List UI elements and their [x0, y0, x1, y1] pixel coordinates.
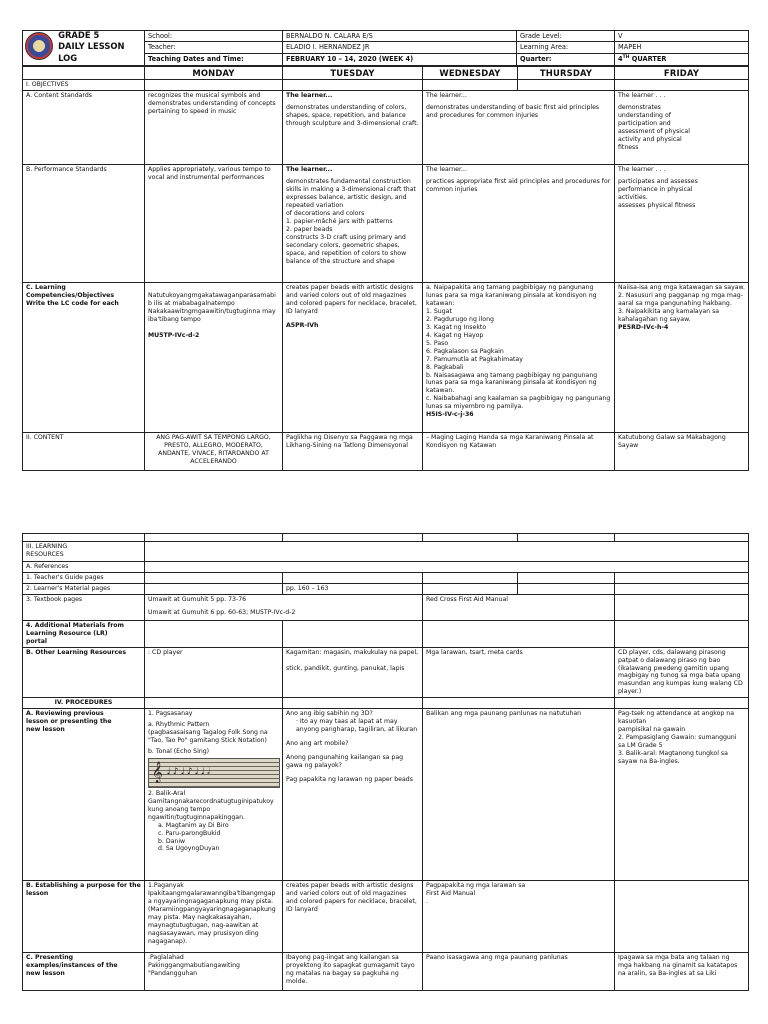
dates-value: FEBRUARY 10 – 14, 2020 (WEEK 4)	[283, 53, 517, 65]
other-resources-wed: Mga larawan, tsart, meta cards	[423, 647, 615, 698]
day-header-blank	[23, 66, 145, 80]
performance-standards-mon: Applies appropriately, various tempo to vocal and instrumental performances	[145, 165, 283, 283]
textbook-label: 3. Textbook pages	[23, 594, 145, 620]
day-thursday: THURSDAY	[518, 66, 615, 80]
doc-type-title: DAILY LESSON LOG	[58, 41, 125, 63]
lesson-log-page-2	[22, 533, 748, 991]
examples-tue: Ibayong pag-iingat ang kailangan sa proyektong ito sapagkat gumagamit tayo ng matalas na bagay sa pagkuha ng molde.	[283, 953, 423, 991]
tg-pages-label: 1. Teacher's Guide pages	[23, 572, 145, 583]
header-logo-title-cell	[23, 31, 145, 66]
day-monday: MONDAY	[145, 66, 283, 80]
competencies-mon: Natutukoyangmgakatawaganparasamabib ilis at mababagalnatempo Nakakaawitngmgaawitin/tugtuginna may iba'tibang tempo MU5TP-IVc-d-2	[145, 283, 283, 433]
textbook-mon: Umawit at Gumuhit 5 pp. 73-76 Umawit at Gumuhit 6 pp. 60-63; MU5TP-IVc-d-2	[145, 594, 423, 620]
competencies-fri: Naiisa-isa ang mga katawagan sa sayaw. 2. Nasusuri ang pagganap ng mga mag-aaral sa mga pangunahing hakbang. 3. Naipakikita ang kamalayan sa kahalagahan ng sayaw. PE5RD-IVc-h-4	[615, 283, 749, 433]
examples-label: C. Presenting examples/instances of the new lesson	[23, 953, 145, 991]
content-standards-tue: The learner... demonstrates understanding of colors, shapes, space, repetition, and balance through sculpture and 3-dimensional craft.	[283, 91, 423, 165]
examples-fri: Ipagawa sa mga bata ang talaan ng mga hakbang na ginamit sa katatapos na aralin, sa Ba-ingles at sa Liki	[615, 953, 749, 991]
examples-wed: Paano isasagawa ang mga paunang panlunas	[423, 953, 615, 991]
content-standards-label: A. Content Standards	[23, 91, 145, 165]
content-standards-fri: The learner . . . demonstrates understanding of participation and assessment of physical activity and physical fitness	[615, 91, 749, 165]
content-mon: ANG PAG-AWIT SA TEMPONG LARGO, PRESTO, ALLEGRO, MODERATO, ANDANTE, VIVACE, RITARDANDO AT ACCELERANDO	[145, 433, 283, 471]
review-mon: 1. Pagsasanay a. Rhythmic Pattern (pagbasasaisang Tagalog Folk Song na "Tao, Tao Po" gamitang Stick Notation) b. Tonal (Echo Sing) 𝄞 ♩♪♩♪♩♩𝅗𝅥 2. Balik-Aral Gamitangnakarecordnatugtuginipatukoy kung anoang tempo ngawitin/tugtuginnapakinggan. a. Magtanim ay Di Biro c. Paru-parongBukid b. Daniw d. Sa UgoyngDuyan	[145, 709, 283, 881]
day-wednesday: WEDNESDAY	[423, 66, 518, 80]
competencies-wed: a. Naipapakita ang tamang pagbibigay ng pangunang lunas para sa mga karaniwang pinsala at kondisyon ng katawan: 1. Sugat 2. Pagdurugo ng ilong 3. Kagat ng Insekto 4. Kagat ng Hayop 5. Paso 6. Pagkalason sa Pagkain 7. Pamumutla at Pagkahimatay 8. Pagkabali b. Naisasagawa ang tamang pagbibigay ng pangunang lunas para sa mga karaniwang pinsala at kondisyon ng katawan. c. Naibabahagi ang kaalaman sa pagbibigay ng pangunang lunas sa miyembro ng pamilya. H5IS-IV-c-j-36	[423, 283, 615, 433]
grade-title: GRADE 5	[58, 30, 100, 40]
purpose-wed: Pagpapakita ng mga larawan sa First Aid Manual .	[423, 881, 615, 953]
references-label: A. References	[23, 562, 145, 573]
grade-level-value: V	[615, 31, 749, 42]
quarter-value: 4TH QUARTER	[615, 53, 749, 65]
content-standards-wed: The learner... demonstrates understanding of basic first aid principles and procedures for common injuries	[423, 91, 615, 165]
resources-procedures-table	[22, 533, 749, 991]
content-tue: Paglikha ng Disenyo sa Paggawa ng mga Likhang-Sining na Tatlong Dimensyonal	[283, 433, 423, 471]
performance-standards-wed: The learner... practices appropriate first aid principles and procedures for common injuries	[423, 165, 615, 283]
school-label: School:	[145, 31, 283, 42]
lesson-log-page-1	[22, 30, 748, 471]
learning-area-label: Learning Area:	[517, 42, 615, 53]
music-staff-image: 𝄞 ♩♪♩♪♩♩𝅗𝅥	[148, 758, 280, 788]
purpose-label: B. Establishing a purpose for the lesson	[23, 881, 145, 953]
school-value: BERNALDO N. CALARA E/S	[283, 31, 517, 42]
lm-pages-tue: pp. 160 – 163	[283, 583, 423, 594]
competencies-label: C. Learning Competencies/Objectives Write the LC code for each	[23, 283, 145, 433]
content-label: II. CONTENT	[23, 433, 145, 471]
header-table	[22, 30, 749, 66]
content-standards-mon: recognizes the musical symbols and demonstrates understanding of concepts pertaining to speed in music	[145, 91, 283, 165]
examples-mon: .Paglalahad Pakinggangmabutiangawiting "Pandangguhan	[145, 953, 283, 991]
review-tue: Ano ang ibig sabihin ng 3D? · Ito ay may taas at lapat at may anyong pangharap, tagiliran, at likuran Ano ang art mobile? Anong pangunahing kailangan sa pag gawa ng palayok? Pag papakita ng larawan ng paper beads	[283, 709, 423, 881]
review-fri: Pag-tsek ng attendance at angkop na kasuotan pampisikal na gawain 2. Pampasiglang Gawain: sumangguni sa LM Grade 5 3. Balik-aral: Magtanong tungkol sa sayaw na Ba-ingles.	[615, 709, 749, 881]
quarter-label: Quarter:	[517, 53, 615, 65]
other-resources-fri: CD player, cds, dalawang pirasong patpat o dalawang piraso ng bao (ikalawang pwedeng gamitin upang magbigay ng tunog sa mga bata upang masundan ang kumpas kung walang CD player.)	[615, 647, 749, 698]
other-resources-tue: Kagamitan: magasin, makukulay na papel, stick, pandikit, gunting, panukat, lapis	[283, 647, 423, 698]
purpose-mon: 1.Paganyak Ipakitaangmgalarawanngiba'tibangmgapa ngyayaringnagaganapkung may pista. (Maramiingpangyayaringnagaganapkung may pista. May nagkakasayahan, maynagtutugtugan, nag-aawitan at nagsasayawan, may prusisyon ding nagaganap).	[145, 881, 283, 953]
performance-standards-label: B. Performance Standards	[23, 165, 145, 283]
competencies-wed-list: 1. Sugat 2. Pagdurugo ng ilong 3. Kagat ng Insekto 4. Kagat ng Hayop 5. Paso 6. Pagkalason sa Pagkain 7. Pamumutla at Pagkahimatay 8. Pagkabali	[426, 308, 523, 371]
objectives-label: I. OBJECTIVES	[23, 80, 145, 91]
review-label: A. Reviewing previous lesson or presenting the new lesson	[23, 709, 145, 881]
grade-level-label: Grade Level:	[517, 31, 615, 42]
learning-area-value: MAPEH	[615, 42, 749, 53]
additional-materials-label: 4. Additional Materials from Learning Resource (LR) portal	[23, 620, 145, 647]
other-resources-mon: : CD player	[145, 647, 283, 698]
dates-label: Teaching Dates and Time:	[145, 53, 283, 65]
day-tuesday: TUESDAY	[283, 66, 423, 80]
procedures-label: IV. PROCEDURES	[23, 698, 145, 709]
teacher-label: Teacher:	[145, 42, 283, 53]
content-wed: – Maging Laging Handa sa mga Karaniwang Pinsala at Kondisyon ng Katawan	[423, 433, 615, 471]
purpose-tue: creates paper beads with artistic designs and varied colors out of old magazines and colored papers for necklace, bracelet, ID lanyard	[283, 881, 423, 953]
day-friday: FRIDAY	[615, 66, 749, 80]
review-wed: Balikan ang mga paunang panlunas na natutuhan	[423, 709, 615, 881]
textbook-wed: Red Cross First Aid Manual	[423, 594, 615, 620]
deped-seal-icon	[23, 32, 54, 62]
performance-standards-fri: The learner . . . participates and assesses performance in physical activities. assesses physical fitness	[615, 165, 749, 283]
objectives-table	[22, 66, 749, 472]
content-fri: Katutubong Galaw sa Makabagong Sayaw	[615, 433, 749, 471]
teacher-value: ELADIO I. HERNANDEZ JR	[283, 42, 517, 53]
resources-label: III. LEARNING RESOURCES	[23, 542, 145, 562]
other-resources-label: B. Other Learning Resources	[23, 647, 145, 698]
performance-standards-tue: The learner... demonstrates fundamental construction skills in making a 3-dimensional craft that expresses balance, artistic design, and repeated variation of decorations and colors 1. papier-mâché jars with patterns 2. paper beads constructs 3-D craft using primary and secondary colors, geometric shapes, space, and repetition of colors to show balance of the structure and shape	[283, 165, 423, 283]
competencies-tue: creates paper beads with artistic designs and varied colors out of old magazines and colored papers for necklace, bracelet, ID lanyard A5PR-IVh	[283, 283, 423, 433]
lm-pages-label: 2. Learner's Material pages	[23, 583, 145, 594]
